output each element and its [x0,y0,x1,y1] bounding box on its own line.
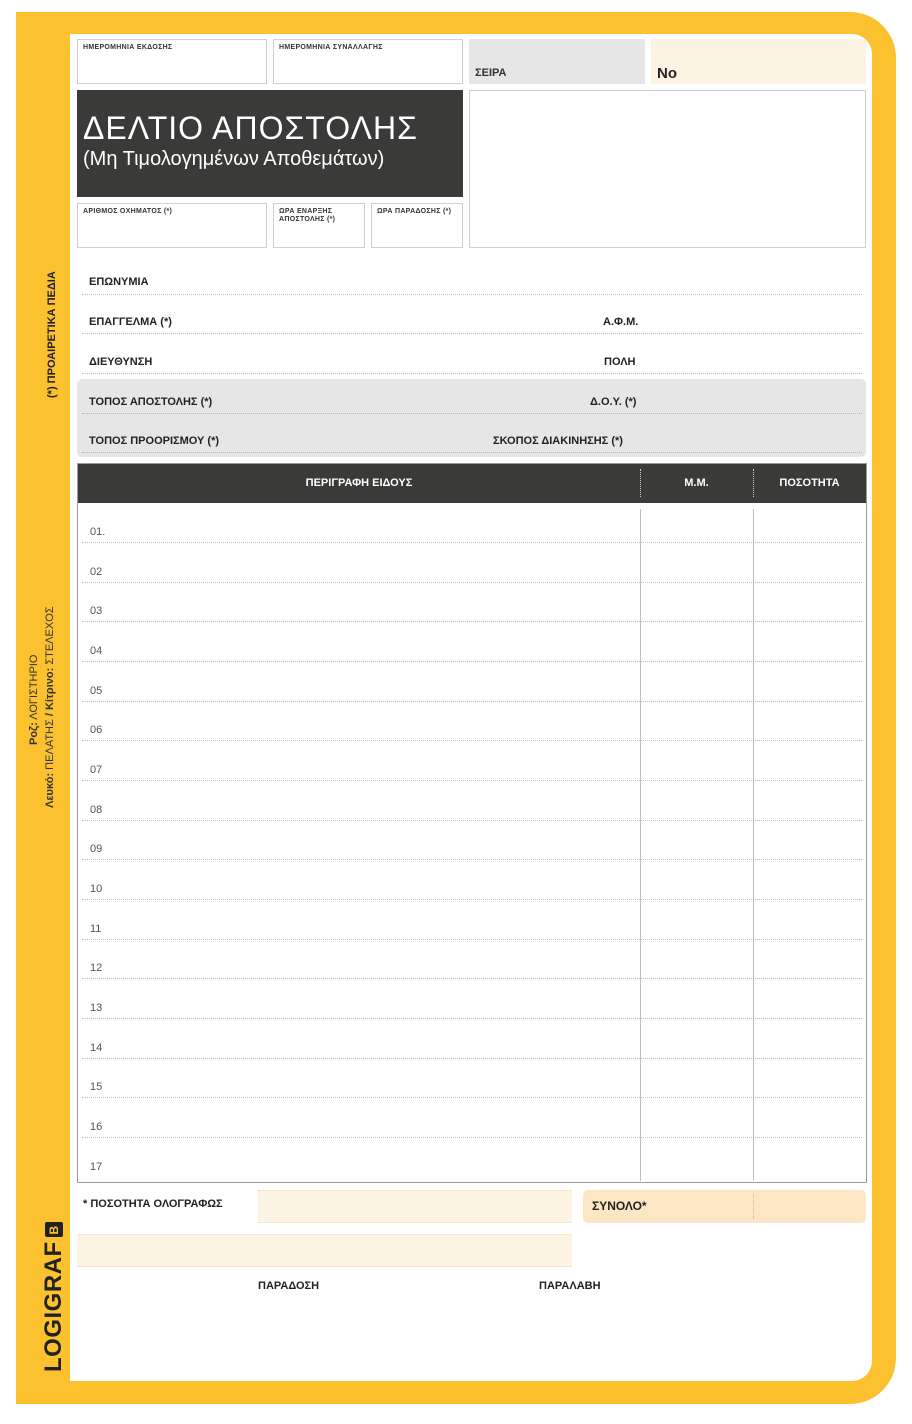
document-title: ΔΕΛΤΙΟ ΑΠΟΣΤΟΛΗΣ [83,110,418,146]
row-line [82,621,862,622]
copy-legend-pink: Ροζ: ΛΟΓΙΣΤΗΡΙΟ [28,654,40,745]
row-number: 07 [90,764,103,776]
copy-legend-white-yellow: Λευκό: ΠΕΛΑΤΗΣ / Κίτρινο: ΣΤΕΛΕΧΟΣ [44,606,56,808]
row-line [82,582,862,583]
destination-label: ΤΟΠΟΣ ΠΡΟΟΡΙΣΜΟΥ (*) [89,435,220,447]
row-number: 05 [90,685,103,697]
address-label: ΔΙΕΥΘΥΝΣΗ [89,356,153,368]
row-line [82,899,862,900]
items-table [77,463,867,1183]
delivery-time-field[interactable]: ΩΡΑ ΠΑΡΑΔΟΣΗΣ (*) [371,203,463,248]
row-number: 14 [90,1042,103,1054]
row-number: 17 [90,1161,103,1173]
issuer-stamp-area[interactable] [469,90,866,248]
company-name-label: ΕΠΩΝΥΜΙΑ [89,276,149,288]
row-number: 09 [90,843,103,855]
row-line [82,661,862,662]
dispatch-start-time-field[interactable]: ΩΡΑ ΕΝΑΡΞΗΣ ΑΠΟΣΤΟΛΗΣ (*) [273,203,365,248]
total-field[interactable] [583,1190,866,1223]
quantity-in-words-label: * ΠΟΣΟΤΗΤΑ ΟΛΟΓΡΑΦΩΣ [83,1198,223,1210]
row-number: 03 [90,605,103,617]
issue-date-field[interactable]: ΗΜΕΡΟΜΗΝΙΑ ΕΚΔΟΣΗΣ [77,39,267,84]
profession-label: ΕΠΑΓΓΕΛΜΑ (*) [89,316,172,328]
quantity-in-words-field[interactable] [258,1190,572,1223]
logo-mark: B [45,1222,63,1237]
vehicle-number-field[interactable]: ΑΡΙΘΜΟΣ ΟΧΗΜΑΤΟΣ (*) [77,203,267,248]
row-line [82,1097,862,1098]
dispatch-place-line[interactable] [82,413,862,414]
row-line [82,740,862,741]
city-label: ΠΟΛΗ [604,356,636,368]
transaction-date-field[interactable]: ΗΜΕΡΟΜΗΝΙΑ ΣΥΝΑΛΛΑΓΗΣ [273,39,463,84]
row-number: 01. [90,526,106,538]
series-field[interactable]: ΣΕΙΡΑ [469,39,645,84]
row-line [82,939,862,940]
address-line[interactable] [82,373,862,374]
company-name-line[interactable] [82,294,862,295]
row-line [82,780,862,781]
row-number: 04 [90,645,103,657]
title-block [77,90,463,197]
receipt-signature-label: ΠΑΡΑΛΑΒΗ [539,1280,601,1292]
purpose-label: ΣΚΟΠΟΣ ΔΙΑΚΙΝΗΣΗΣ (*) [493,435,623,447]
delivery-signature-label: ΠΑΡΑΔΟΣΗ [258,1280,320,1292]
row-line [82,1058,862,1059]
description-column-header: ΠΕΡΙΓΡΑΦΗ ΕΙΔΟΥΣ [305,477,413,489]
total-divider [753,1194,754,1219]
row-line [82,1018,862,1019]
number-field[interactable]: Νο [651,39,866,84]
logigraf-logo: LOGIGRAF B [40,1222,68,1372]
row-line [82,1137,862,1138]
row-number: 10 [90,883,103,895]
quantity-column-header: ΠΟΣΟΤΗΤΑ [779,477,840,489]
row-number: 02 [90,566,103,578]
optional-fields-note: (*) ΠΡΟΑΙΡΕΤΙΚΑ ΠΕΔΙΑ [46,271,58,398]
row-number: 13 [90,1002,103,1014]
row-line [82,859,862,860]
profession-line[interactable] [82,333,862,334]
dispatch-place-label: ΤΟΠΟΣ ΑΠΟΣΤΟΛΗΣ (*) [89,396,213,408]
row-number: 08 [90,804,103,816]
row-number: 15 [90,1081,103,1093]
row-number: 11 [90,923,102,935]
row-line [82,820,862,821]
unit-column-divider [640,509,641,1181]
document-subtitle: (Μη Τιμολογημένων Αποθεμάτων) [83,148,385,170]
quantity-in-words-field-2[interactable] [77,1234,572,1267]
row-number: 12 [90,962,103,974]
row-line [82,542,862,543]
row-line [82,701,862,702]
quantity-column-divider [753,509,754,1181]
row-number: 16 [90,1121,103,1133]
row-line [82,978,862,979]
row-number: 06 [90,724,103,736]
tax-office-label: Δ.Ο.Υ. (*) [590,396,637,408]
total-label: ΣΥΝΟΛΟ* [592,1199,647,1213]
destination-line[interactable] [82,452,862,453]
vat-label: Α.Φ.Μ. [603,316,639,328]
items-table-header [78,464,866,503]
unit-column-header: Μ.Μ. [684,477,709,489]
